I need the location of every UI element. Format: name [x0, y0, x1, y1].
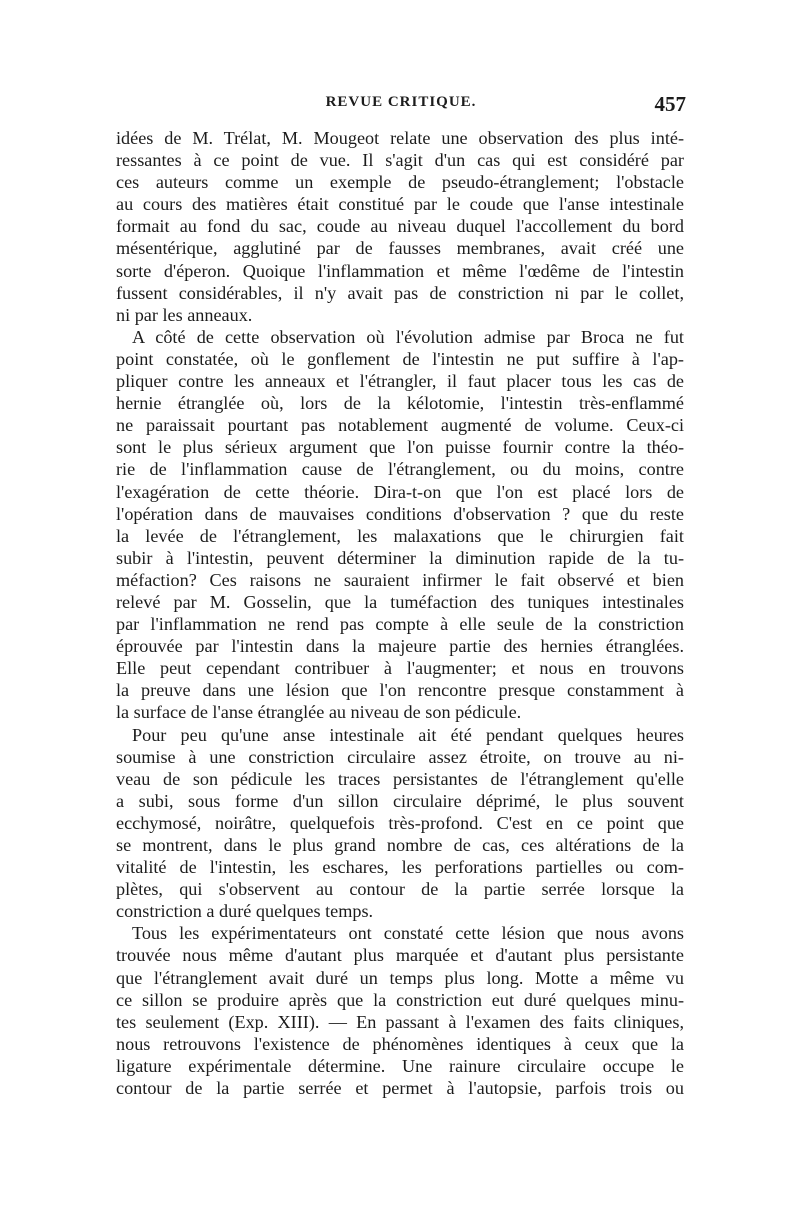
text-line: ce sillon se produire après que la constriction eut duré quelques minu- [116, 989, 684, 1010]
body-text [116, 127, 684, 1099]
text-line: ces auteurs comme un exemple de pseudo-étranglement; l'obstacle [116, 172, 684, 193]
text-line: sorte d'éperon. Quoique l'inflammation et même l'œdême de l'intestin [116, 260, 684, 281]
paragraph [116, 326, 684, 724]
running-title: REVUE CRITIQUE. [325, 94, 477, 110]
text-line: ne paraissait pourtant pas notablement augmenté de volume. Ceux-ci [116, 415, 684, 436]
text-line: plètes, qui s'observent au contour de la partie serrée lorsque la [116, 879, 684, 900]
text-line: veau de son pédicule les traces persistantes de l'étranglement qu'elle [116, 768, 684, 789]
text-line: ecchymosé, noirâtre, quelquefois très-profond. C'est en ce point que [116, 812, 684, 833]
text-line: hernie étranglée où, lors de la kélotomie, l'intestin très-enflammé [116, 393, 684, 414]
text-line: tes seulement (Exp. XIII). — En passant à l'examen des faits cliniques, [116, 1011, 684, 1032]
text-line: point constatée, où le gonflement de l'intestin ne put suffire à l'ap- [116, 348, 684, 369]
text-line: au cours des matières était constitué par le coude que l'anse intestinale [116, 194, 684, 215]
text-line: se montrent, dans le plus grand nombre de cas, ces altérations de la [116, 835, 684, 855]
text-line: Elle peut cependant contribuer à l'augmenter; et nous en trouvons [116, 658, 684, 679]
text-line: contour de la partie serrée et permet à l'autopsie, parfois trois ou [116, 1078, 684, 1099]
text-line: la preuve dans une lésion que l'on rencontre presque constamment à [116, 680, 684, 701]
paragraph [116, 724, 684, 923]
text-line: formait au fond du sac, coude au niveau duquel l'accollement du bord [116, 216, 684, 237]
text-line: vitalité de l'intestin, les eschares, les perforations partielles ou com- [116, 857, 684, 878]
text-line: sont le plus sérieux argument que l'on puisse fournir contre la théo- [116, 437, 684, 458]
text-line: que l'étranglement avait duré un temps plus long. Motte a même vu [116, 967, 684, 988]
text-line: mésentérique, agglutiné par de fausses membranes, avait créé une [116, 238, 684, 259]
text-line: l'exagération de cette théorie. Dira-t-on que l'on est placé lors de [116, 481, 684, 502]
text-line: soumise à une constriction circulaire assez étroite, on trouve au ni- [116, 746, 684, 767]
text-line: pliquer contre les anneaux et l'étrangler, il faut placer tous les cas de [116, 371, 684, 392]
text-line: par l'inflammation ne rend pas compte à elle seule de la constriction [116, 614, 684, 635]
text-line: la surface de l'anse étranglée au niveau de son pédicule. [116, 702, 522, 723]
text-line: A côté de cette observation où l'évolution admise par Broca ne fut [132, 326, 684, 347]
running-head [116, 92, 686, 118]
text-line: ni par les anneaux. [116, 304, 253, 325]
text-line: idées de M. Trélat, M. Mougeot relate une observation des plus inté- [116, 128, 684, 148]
paragraph [116, 127, 684, 326]
text-line: constriction a duré quelques temps. [116, 901, 374, 922]
text-line: ressantes à ce point de vue. Il s'agit d'un cas qui est considéré par [116, 150, 684, 171]
text-line: Pour peu qu'une anse intestinale ait été pendant quelques heures [132, 724, 684, 745]
text-line: a subi, sous forme d'un sillon circulaire déprimé, le plus souvent [116, 790, 684, 811]
text-line: méfaction? Ces raisons ne sauraient infirmer le fait observé et bien [116, 569, 684, 590]
text-line: l'opération dans de mauvaises conditions d'observation ? que du reste [116, 503, 684, 524]
paragraph [116, 922, 684, 1099]
text-line: nous retrouvons l'existence de phénomènes identiques à ceux que la [116, 1033, 684, 1054]
text-line: ligature expérimentale détermine. Une rainure circulaire occupe le [116, 1055, 684, 1076]
text-line: rie de l'inflammation cause de l'étranglement, ou du moins, contre [116, 459, 684, 480]
text-line: relevé par M. Gosselin, que la tuméfaction des tuniques intestinales [116, 591, 684, 612]
text-line: éprouvée par l'intestin dans la majeure partie des hernies étranglées. [116, 636, 684, 657]
text-line: trouvée nous même d'autant plus marquée et d'autant plus persistante [116, 945, 684, 966]
text-line: subir à l'intestin, peuvent déterminer la diminution rapide de la tu- [116, 547, 684, 568]
text-line: la levée de l'étranglement, les malaxations que le chirurgien fait [116, 525, 684, 546]
text-line: fussent considérables, il n'y avait pas de constriction ni par le collet, [116, 282, 684, 303]
page-number: 457 [654, 92, 686, 116]
text-line: Tous les expérimentateurs ont constaté cette lésion que nous avons [132, 923, 684, 944]
